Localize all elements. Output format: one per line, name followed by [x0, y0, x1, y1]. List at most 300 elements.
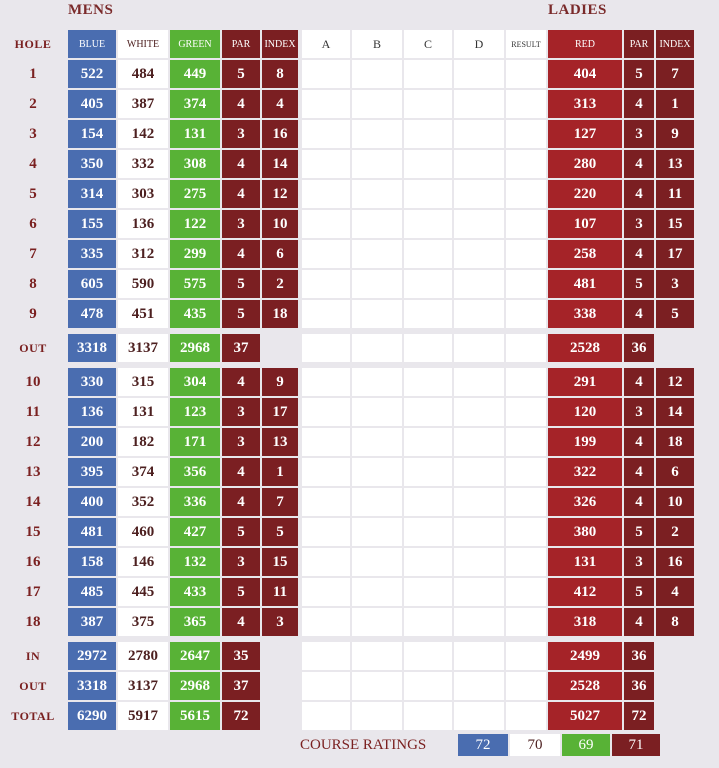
total-row-out-score-c[interactable]	[404, 672, 452, 700]
hole-3-blue: 154	[68, 120, 116, 148]
hole-17-score-b[interactable]	[352, 578, 402, 606]
hole-15-lpar: 5	[624, 518, 654, 546]
score-column-b-header: B	[352, 30, 402, 58]
hole-3-index: 16	[262, 120, 298, 148]
total-row-total-blue: 6290	[68, 702, 116, 730]
hole-3-red: 127	[548, 120, 622, 148]
hole-7-blue: 335	[68, 240, 116, 268]
hole-16-index: 15	[262, 548, 298, 576]
hole-3-score-d[interactable]	[454, 120, 504, 148]
hole-1-lpar: 5	[624, 60, 654, 88]
hole-18-score-b[interactable]	[352, 608, 402, 636]
hole-17-lindex: 4	[656, 578, 694, 606]
hole-8-par: 5	[222, 270, 260, 298]
total-row-in-red: 2499	[548, 642, 622, 670]
hole-18-lindex: 8	[656, 608, 694, 636]
hole-17-score-a[interactable]	[302, 578, 350, 606]
hole-18-number: 18	[25, 613, 41, 630]
hole-14-index: 7	[262, 488, 298, 516]
hole-2-score-d[interactable]	[454, 90, 504, 118]
hole-6-lpar: 3	[624, 210, 654, 238]
hole-1-white: 484	[118, 60, 168, 88]
hole-7-lindex: 17	[656, 240, 694, 268]
hole-5-score-c[interactable]	[404, 180, 452, 208]
hole-3-green: 131	[170, 120, 220, 148]
hole-header: HOLE	[14, 36, 52, 51]
front-out-row-score-b[interactable]	[352, 334, 402, 362]
hole-9-par: 5	[222, 300, 260, 328]
hole-5-lpar: 4	[624, 180, 654, 208]
hole-18-blue: 387	[68, 608, 116, 636]
hole-8-score-a[interactable]	[302, 270, 350, 298]
hole-15-score-d[interactable]	[454, 518, 504, 546]
hole-13-lindex: 6	[656, 458, 694, 486]
hole-9-blue: 478	[68, 300, 116, 328]
hole-16-red: 131	[548, 548, 622, 576]
hole-1-index: 8	[262, 60, 298, 88]
hole-12-green: 171	[170, 428, 220, 456]
hole-8-score-d[interactable]	[454, 270, 504, 298]
hole-7-score-a[interactable]	[302, 240, 350, 268]
hole-1-red: 404	[548, 60, 622, 88]
total-row-out-score-a[interactable]	[302, 672, 350, 700]
hole-1-score-d[interactable]	[454, 60, 504, 88]
hole-8-red: 481	[548, 270, 622, 298]
hole-4-green: 308	[170, 150, 220, 178]
rating-white: 70	[510, 734, 560, 756]
hole-14-red: 326	[548, 488, 622, 516]
hole-4-red: 280	[548, 150, 622, 178]
hole-4-score-b[interactable]	[352, 150, 402, 178]
hole-18-score-result[interactable]	[506, 608, 546, 636]
hole-16-score-a[interactable]	[302, 548, 350, 576]
total-row-out-lpar: 36	[624, 672, 654, 700]
hole-5-blue: 314	[68, 180, 116, 208]
hole-10-white: 315	[118, 368, 168, 396]
hole-12-score-b[interactable]	[352, 428, 402, 456]
hole-5-par: 4	[222, 180, 260, 208]
hole-13-score-b[interactable]	[352, 458, 402, 486]
hole-10-green: 304	[170, 368, 220, 396]
hole-8-white: 590	[118, 270, 168, 298]
hole-10-blue: 330	[68, 368, 116, 396]
total-row-in-score-a[interactable]	[302, 642, 350, 670]
blue-tee-header: BLUE	[68, 30, 116, 58]
hole-16-score-c[interactable]	[404, 548, 452, 576]
hole-15-par: 5	[222, 518, 260, 546]
hole-15-white: 460	[118, 518, 168, 546]
hole-13-index: 1	[262, 458, 298, 486]
total-row-total-score-d[interactable]	[454, 702, 504, 730]
hole-18-lpar: 4	[624, 608, 654, 636]
hole-10-score-d[interactable]	[454, 368, 504, 396]
hole-15-lindex: 2	[656, 518, 694, 546]
total-row-total-score-a[interactable]	[302, 702, 350, 730]
hole-1-lindex: 7	[656, 60, 694, 88]
hole-5-lindex: 11	[656, 180, 694, 208]
hole-4-score-a[interactable]	[302, 150, 350, 178]
front-out-row-score-result[interactable]	[506, 334, 546, 362]
hole-11-index: 17	[262, 398, 298, 426]
hole-11-green: 123	[170, 398, 220, 426]
total-row-out-score-b[interactable]	[352, 672, 402, 700]
hole-6-lindex: 15	[656, 210, 694, 238]
total-row-total-white: 5917	[118, 702, 168, 730]
hole-14-score-result[interactable]	[506, 488, 546, 516]
front-out-row-blue: 3318	[68, 334, 116, 362]
total-row-out-red: 2528	[548, 672, 622, 700]
hole-10-lindex: 12	[656, 368, 694, 396]
hole-11-score-a[interactable]	[302, 398, 350, 426]
total-row-in-score-c[interactable]	[404, 642, 452, 670]
total-row-total-score-b[interactable]	[352, 702, 402, 730]
hole-11-score-d[interactable]	[454, 398, 504, 426]
total-row-out-blue: 3318	[68, 672, 116, 700]
total-row-total-lpar: 72	[624, 702, 654, 730]
white-tee-header: WHITE	[118, 30, 168, 58]
hole-14-score-d[interactable]	[454, 488, 504, 516]
hole-12-white: 182	[118, 428, 168, 456]
front-out-row-label: OUT	[19, 340, 47, 355]
total-row-out-white: 3137	[118, 672, 168, 700]
hole-15-score-b[interactable]	[352, 518, 402, 546]
hole-6-red: 107	[548, 210, 622, 238]
hole-8-blue: 605	[68, 270, 116, 298]
hole-11-lindex: 14	[656, 398, 694, 426]
hole-17-blue: 485	[68, 578, 116, 606]
hole-8-score-b[interactable]	[352, 270, 402, 298]
hole-6-score-c[interactable]	[404, 210, 452, 238]
hole-5-score-result[interactable]	[506, 180, 546, 208]
hole-16-score-d[interactable]	[454, 548, 504, 576]
hole-6-index: 10	[262, 210, 298, 238]
hole-10-par: 4	[222, 368, 260, 396]
total-row-in-score-b[interactable]	[352, 642, 402, 670]
rating-red: 71	[612, 734, 660, 756]
hole-7-score-result[interactable]	[506, 240, 546, 268]
hole-2-score-b[interactable]	[352, 90, 402, 118]
front-out-row-red: 2528	[548, 334, 622, 362]
score-column-d-header: D	[454, 30, 504, 58]
hole-11-par: 3	[222, 398, 260, 426]
hole-2-lindex: 1	[656, 90, 694, 118]
total-row-out-green: 2968	[170, 672, 220, 700]
hole-13-score-d[interactable]	[454, 458, 504, 486]
hole-12-score-a[interactable]	[302, 428, 350, 456]
hole-8-score-result[interactable]	[506, 270, 546, 298]
hole-3-score-c[interactable]	[404, 120, 452, 148]
hole-16-lpar: 3	[624, 548, 654, 576]
hole-3-white: 142	[118, 120, 168, 148]
total-row-total-score-result[interactable]	[506, 702, 546, 730]
hole-18-red: 318	[548, 608, 622, 636]
hole-1-number: 1	[29, 65, 37, 82]
hole-6-score-result[interactable]	[506, 210, 546, 238]
total-row-total-score-c[interactable]	[404, 702, 452, 730]
hole-10-score-a[interactable]	[302, 368, 350, 396]
hole-6-number: 6	[29, 215, 37, 232]
hole-12-score-result[interactable]	[506, 428, 546, 456]
hole-17-number: 17	[25, 583, 41, 600]
hole-2-green: 374	[170, 90, 220, 118]
hole-2-index: 4	[262, 90, 298, 118]
hole-2-blue: 405	[68, 90, 116, 118]
hole-5-index: 12	[262, 180, 298, 208]
front-out-row-white: 3137	[118, 334, 168, 362]
hole-4-lindex: 13	[656, 150, 694, 178]
hole-14-par: 4	[222, 488, 260, 516]
hole-7-number: 7	[29, 245, 37, 262]
hole-2-lpar: 4	[624, 90, 654, 118]
hole-9-index: 18	[262, 300, 298, 328]
mens-par-header: PAR	[222, 30, 260, 58]
hole-7-red: 258	[548, 240, 622, 268]
hole-14-score-b[interactable]	[352, 488, 402, 516]
front-out-row-score-d[interactable]	[454, 334, 504, 362]
hole-15-score-a[interactable]	[302, 518, 350, 546]
hole-2-score-c[interactable]	[404, 90, 452, 118]
mens-index-header: INDEX	[262, 30, 298, 58]
hole-1-green: 449	[170, 60, 220, 88]
hole-11-score-b[interactable]	[352, 398, 402, 426]
hole-1-score-b[interactable]	[352, 60, 402, 88]
rating-green: 69	[562, 734, 610, 756]
hole-15-number: 15	[25, 523, 41, 540]
hole-14-white: 352	[118, 488, 168, 516]
hole-5-number: 5	[29, 185, 37, 202]
hole-10-red: 291	[548, 368, 622, 396]
total-row-total-par: 72	[222, 702, 260, 730]
total-row-out-label: OUT	[19, 678, 47, 693]
hole-6-green: 122	[170, 210, 220, 238]
hole-12-red: 199	[548, 428, 622, 456]
hole-14-lpar: 4	[624, 488, 654, 516]
total-row-in-lpar: 36	[624, 642, 654, 670]
hole-17-par: 5	[222, 578, 260, 606]
hole-3-par: 3	[222, 120, 260, 148]
hole-7-score-d[interactable]	[454, 240, 504, 268]
total-row-out-score-result[interactable]	[506, 672, 546, 700]
red-tee-header: RED	[548, 30, 622, 58]
hole-12-lindex: 18	[656, 428, 694, 456]
hole-9-score-d[interactable]	[454, 300, 504, 328]
ladies-index-header: INDEX	[656, 30, 694, 58]
hole-16-score-b[interactable]	[352, 548, 402, 576]
hole-14-blue: 400	[68, 488, 116, 516]
total-row-total-label: TOTAL	[11, 708, 55, 723]
hole-13-red: 322	[548, 458, 622, 486]
green-tee-header: GREEN	[170, 30, 220, 58]
hole-1-score-c[interactable]	[404, 60, 452, 88]
hole-9-score-result[interactable]	[506, 300, 546, 328]
hole-2-par: 4	[222, 90, 260, 118]
hole-6-score-a[interactable]	[302, 210, 350, 238]
hole-4-number: 4	[29, 155, 37, 172]
hole-12-blue: 200	[68, 428, 116, 456]
hole-7-white: 312	[118, 240, 168, 268]
hole-5-score-a[interactable]	[302, 180, 350, 208]
score-column-c-header: C	[404, 30, 452, 58]
total-row-in-par: 35	[222, 642, 260, 670]
hole-7-par: 4	[222, 240, 260, 268]
hole-11-number: 11	[25, 403, 41, 420]
hole-4-par: 4	[222, 150, 260, 178]
hole-8-lpar: 5	[624, 270, 654, 298]
total-row-in-label: IN	[25, 648, 41, 663]
hole-11-blue: 136	[68, 398, 116, 426]
hole-6-par: 3	[222, 210, 260, 238]
hole-15-blue: 481	[68, 518, 116, 546]
hole-5-score-b[interactable]	[352, 180, 402, 208]
hole-15-index: 5	[262, 518, 298, 546]
total-row-out-score-d[interactable]	[454, 672, 504, 700]
hole-8-lindex: 3	[656, 270, 694, 298]
hole-12-par: 3	[222, 428, 260, 456]
hole-2-number: 2	[29, 95, 37, 112]
hole-14-number: 14	[25, 493, 41, 510]
hole-15-score-c[interactable]	[404, 518, 452, 546]
hole-16-par: 3	[222, 548, 260, 576]
hole-7-lpar: 4	[624, 240, 654, 268]
hole-13-white: 374	[118, 458, 168, 486]
hole-2-white: 387	[118, 90, 168, 118]
hole-8-number: 8	[29, 275, 37, 292]
front-out-row-score-c[interactable]	[404, 334, 452, 362]
hole-18-score-d[interactable]	[454, 608, 504, 636]
front-out-row-green: 2968	[170, 334, 220, 362]
hole-9-number: 9	[29, 305, 37, 322]
rating-blue: 72	[458, 734, 508, 756]
hole-12-score-d[interactable]	[454, 428, 504, 456]
hole-13-green: 356	[170, 458, 220, 486]
hole-10-score-result[interactable]	[506, 368, 546, 396]
hole-14-score-c[interactable]	[404, 488, 452, 516]
hole-5-white: 303	[118, 180, 168, 208]
hole-8-green: 575	[170, 270, 220, 298]
hole-3-number: 3	[29, 125, 37, 142]
total-row-in-blue: 2972	[68, 642, 116, 670]
hole-13-score-a[interactable]	[302, 458, 350, 486]
total-row-total-green: 5615	[170, 702, 220, 730]
front-out-row-lpar: 36	[624, 334, 654, 362]
hole-1-blue: 522	[68, 60, 116, 88]
ladies-section-label: LADIES	[548, 2, 607, 18]
hole-13-lpar: 4	[624, 458, 654, 486]
hole-15-score-result[interactable]	[506, 518, 546, 546]
total-row-in-score-d[interactable]	[454, 642, 504, 670]
hole-16-blue: 158	[68, 548, 116, 576]
total-row-total-red: 5027	[548, 702, 622, 730]
hole-5-red: 220	[548, 180, 622, 208]
hole-10-score-b[interactable]	[352, 368, 402, 396]
hole-5-green: 275	[170, 180, 220, 208]
hole-9-red: 338	[548, 300, 622, 328]
total-row-out-par: 37	[222, 672, 260, 700]
front-out-row-par: 37	[222, 334, 260, 362]
hole-11-score-c[interactable]	[404, 398, 452, 426]
hole-3-lpar: 3	[624, 120, 654, 148]
hole-2-score-a[interactable]	[302, 90, 350, 118]
hole-7-green: 299	[170, 240, 220, 268]
hole-5-score-d[interactable]	[454, 180, 504, 208]
hole-16-lindex: 16	[656, 548, 694, 576]
hole-7-score-b[interactable]	[352, 240, 402, 268]
hole-4-index: 14	[262, 150, 298, 178]
hole-9-score-b[interactable]	[352, 300, 402, 328]
hole-12-score-c[interactable]	[404, 428, 452, 456]
hole-6-white: 136	[118, 210, 168, 238]
hole-17-score-result[interactable]	[506, 578, 546, 606]
hole-7-index: 6	[262, 240, 298, 268]
hole-1-score-result[interactable]	[506, 60, 546, 88]
hole-17-red: 412	[548, 578, 622, 606]
hole-12-lpar: 4	[624, 428, 654, 456]
hole-18-green: 365	[170, 608, 220, 636]
hole-6-score-d[interactable]	[454, 210, 504, 238]
hole-4-score-c[interactable]	[404, 150, 452, 178]
hole-12-number: 12	[25, 433, 41, 450]
hole-3-score-result[interactable]	[506, 120, 546, 148]
hole-7-score-c[interactable]	[404, 240, 452, 268]
hole-17-score-d[interactable]	[454, 578, 504, 606]
total-row-in-score-result[interactable]	[506, 642, 546, 670]
hole-4-blue: 350	[68, 150, 116, 178]
result-column-header: RESULT	[506, 30, 546, 58]
hole-2-red: 313	[548, 90, 622, 118]
hole-18-score-c[interactable]	[404, 608, 452, 636]
hole-16-green: 132	[170, 548, 220, 576]
hole-10-lpar: 4	[624, 368, 654, 396]
hole-11-lpar: 3	[624, 398, 654, 426]
hole-9-lindex: 5	[656, 300, 694, 328]
hole-3-score-a[interactable]	[302, 120, 350, 148]
hole-14-lindex: 10	[656, 488, 694, 516]
hole-17-index: 11	[262, 578, 298, 606]
hole-12-index: 13	[262, 428, 298, 456]
hole-6-score-b[interactable]	[352, 210, 402, 238]
hole-15-green: 427	[170, 518, 220, 546]
hole-8-index: 2	[262, 270, 298, 298]
hole-13-blue: 395	[68, 458, 116, 486]
hole-17-green: 433	[170, 578, 220, 606]
mens-section-label: MENS	[68, 2, 114, 18]
hole-14-score-a[interactable]	[302, 488, 350, 516]
hole-11-score-result[interactable]	[506, 398, 546, 426]
hole-8-score-c[interactable]	[404, 270, 452, 298]
hole-13-score-result[interactable]	[506, 458, 546, 486]
hole-1-score-a[interactable]	[302, 60, 350, 88]
hole-9-white: 451	[118, 300, 168, 328]
hole-4-score-d[interactable]	[454, 150, 504, 178]
hole-4-score-result[interactable]	[506, 150, 546, 178]
hole-16-white: 146	[118, 548, 168, 576]
front-out-row-score-a[interactable]	[302, 334, 350, 362]
hole-16-score-result[interactable]	[506, 548, 546, 576]
hole-13-score-c[interactable]	[404, 458, 452, 486]
hole-10-score-c[interactable]	[404, 368, 452, 396]
hole-17-score-c[interactable]	[404, 578, 452, 606]
hole-1-par: 5	[222, 60, 260, 88]
course-ratings-label: COURSE RATINGS	[300, 736, 427, 753]
hole-18-score-a[interactable]	[302, 608, 350, 636]
hole-9-score-a[interactable]	[302, 300, 350, 328]
hole-3-score-b[interactable]	[352, 120, 402, 148]
hole-9-score-c[interactable]	[404, 300, 452, 328]
hole-15-red: 380	[548, 518, 622, 546]
total-row-in-green: 2647	[170, 642, 220, 670]
hole-11-white: 131	[118, 398, 168, 426]
hole-2-score-result[interactable]	[506, 90, 546, 118]
